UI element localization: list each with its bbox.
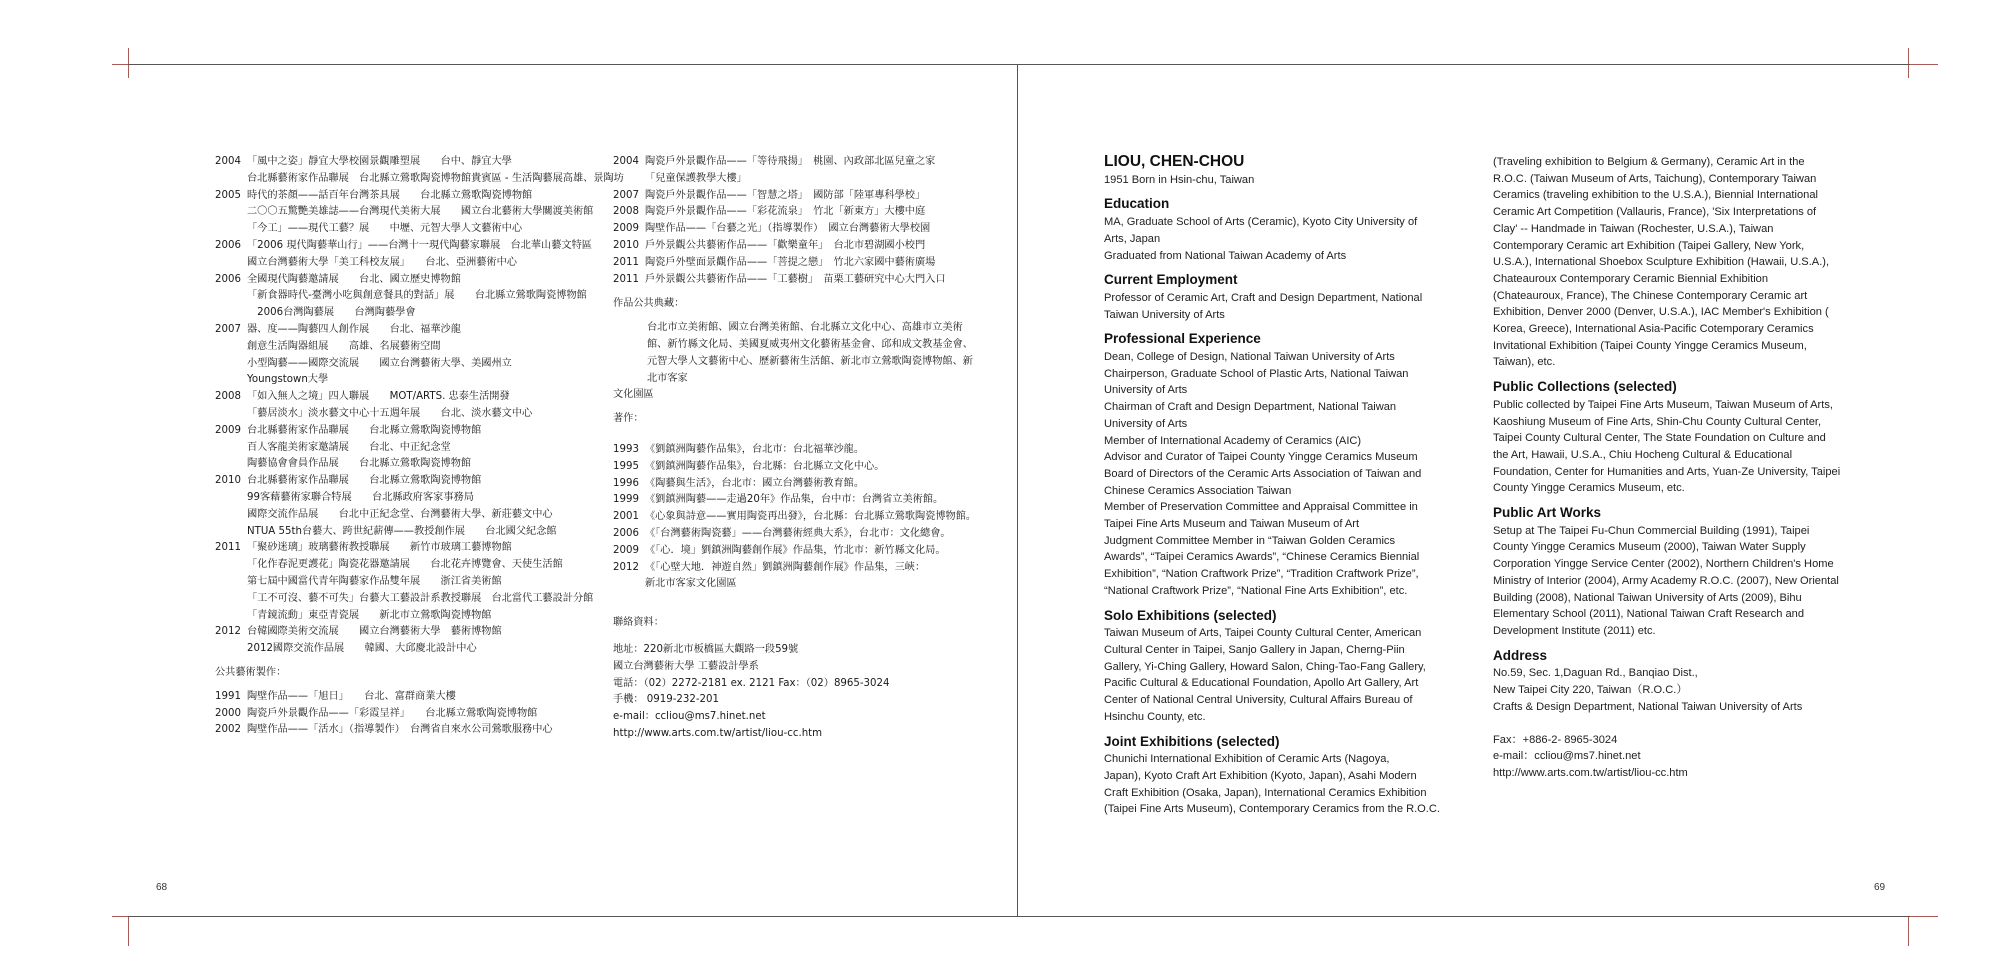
exhibition-row <box>215 238 624 255</box>
public-art-row <box>613 238 983 255</box>
section-line: Gallery, Yi-Ching Gallery, Howard Salon, Ching-Tao-Fang Gallery, <box>1104 660 1426 673</box>
publication-row <box>613 492 983 509</box>
section-line: Member of Preservation Committee and Appraisal Committee in <box>1104 501 1418 514</box>
public-art-year: 1991 <box>215 690 241 702</box>
exhibition-year <box>215 591 247 608</box>
public-art-text: 陶瓷戶外景觀作品——「彩霞呈祥」 台北縣立鶯歌陶瓷博物館 <box>247 707 538 719</box>
joint-exhibitions-line: Ceramic Art Competition (Vallauris, France), 'Six Interpretations of <box>1493 206 1817 219</box>
public-art-heading: 公共藝術製作： <box>215 666 287 678</box>
public-art-row <box>613 171 983 188</box>
exhibition-row <box>215 440 624 457</box>
public-art-year: 2000 <box>215 707 241 719</box>
collections-text: 台北市立美術館、國立台灣美術館、台北縣立文化中心、高雄市立美術館、新竹縣文化局、美國夏威夷州文化藝術基金會、邱和成文教基金會、元智大學人文藝術中心、歷新藝術生活館、新北市立鶯歌陶瓷博物館、新北市客家 <box>647 322 973 384</box>
biography-column-left <box>1104 154 1484 818</box>
joint-exhibitions-line: Exhibition, Denver 2000 (Denver, U.S.A.), IAC Member's Exhibition ( <box>1493 306 1829 319</box>
joint-exhibitions-line: Clay' -- Handmade in Taiwan (Rochester, U.S.A.), Taiwan <box>1493 222 1774 235</box>
section-line: Chairperson, Graduate School of Plastic Arts, National Taiwan <box>1104 367 1409 380</box>
section-line: Foundation, Center for Humanities and Arts, Yuan-Ze University, Taipei <box>1493 465 1841 478</box>
contact-line: 手機： 0919-232-201 <box>613 694 719 706</box>
exhibition-year: 2007 <box>215 323 241 335</box>
section-line: Judgment Committee Member in “Taiwan Golden Ceramics <box>1104 534 1396 547</box>
exhibition-row <box>215 490 624 507</box>
publication-row <box>613 576 983 593</box>
contact-line: Fax：+886-2- 8965-3024 <box>1493 733 1618 746</box>
section-line: Corporation Yingge Service Center (2002), Northern Children's Home <box>1493 558 1834 571</box>
section-line: No.59, Sec. 1,Daguan Rd., Banqiao Dist., <box>1493 667 1698 680</box>
section-line: University of Arts <box>1104 417 1188 430</box>
publication-text: 《「心壁大地．神遊自然」劉鎮洲陶藝創作展》作品集，三峽： <box>645 561 926 573</box>
collections-tail: 文化園區 <box>613 389 654 401</box>
exhibition-text: 百人客龍美術家邀請展 台北、中正紀念堂 <box>247 441 451 453</box>
exhibition-year <box>215 221 247 238</box>
publications-heading: 著作： <box>613 413 644 425</box>
exhibition-text: 「2006 現代陶藝華山行」——台灣十一現代陶藝家聯展 台北華山藝文特區 <box>247 239 592 251</box>
exhibition-text: 器、度——陶藝四人創作展 台北、福華沙龍 <box>247 323 461 335</box>
exhibition-row <box>215 255 624 272</box>
exhibition-row <box>215 288 624 305</box>
publication-row <box>613 459 983 476</box>
artist-name: LIOU, CHEN-CHOU <box>1104 153 1245 170</box>
public-art-text: 戶外景觀公共藝術作品——「工藝樹」 苗栗工藝研究中心大門入口 <box>645 273 946 285</box>
public-art-row <box>215 722 624 739</box>
exhibition-row <box>215 171 624 188</box>
section-line: Center of National Central University, Cultural Affairs Bureau of <box>1104 694 1413 707</box>
contact-line: 地址：220新北市板橋區大觀路一段59號 <box>613 643 799 655</box>
exhibition-row <box>215 591 624 608</box>
section-line: Setup at The Taipei Fu-Chun Commercial Building (1991), Taipei <box>1493 524 1810 537</box>
contact-line: http://www.arts.com.tw/artist/liou-cc.htm <box>1493 766 1688 779</box>
exhibition-row <box>215 372 624 389</box>
exhibition-year <box>215 305 247 322</box>
exhibition-text: NTUA 55th台藝大、跨世紀薪傳——教授創作展 台北國父紀念館 <box>247 525 557 537</box>
exhibition-row <box>215 624 624 641</box>
exhibition-text: 「如入無人之境」四人聯展 MOT/ARTS. 忠泰生活開發 <box>247 391 510 403</box>
publication-text: 《陶藝與生活》，台北市：國立台灣藝術教育館。 <box>645 477 865 489</box>
exhibition-row <box>215 356 624 373</box>
works-publications-column <box>613 154 983 743</box>
exhibition-text: 國立台灣藝術大學「美工科校友展」 台北、亞洲藝術中心 <box>247 256 517 268</box>
exhibition-year: 2010 <box>215 475 241 487</box>
section-line: Chinese Ceramics Association Taiwan <box>1104 484 1292 497</box>
exhibition-text: 「藝居淡水」淡水藝文中心十五週年展 台北、淡水藝文中心 <box>247 407 533 419</box>
publication-text: 《「台灣藝術陶瓷藝」——台灣藝術經典大系》，台北市：文化總會。 <box>645 527 951 539</box>
exhibition-text: 第七屆中國當代青年陶藝家作品雙年展 浙江省美術館 <box>247 575 502 587</box>
exhibition-text: 陶藝協會會員作品展 台北縣立鶯歌陶瓷博物館 <box>247 458 472 470</box>
exhibition-text: 99客藉藝術家聯合特展 台北縣政府客家事務局 <box>247 491 474 503</box>
exhibition-text: 台北縣藝術家作品聯展 台北縣立鶯歌陶瓷博物館貴賓區 - 生活陶藝展高雄、景陶坊 <box>247 172 624 184</box>
publication-row <box>613 560 983 577</box>
exhibition-row <box>215 272 624 289</box>
exhibition-text: 「新食器時代-臺灣小吃與創意餐具的對話」展 台北縣立鶯歌陶瓷博物館 <box>247 290 587 302</box>
crop-mark <box>1908 64 1938 65</box>
exhibition-text: 時代的茶顏——話百年台灣茶具展 台北縣立鶯歌陶瓷博物館 <box>247 189 533 201</box>
section-line: Taiwan Museum of Arts, Taipei County Cultural Center, American <box>1104 627 1422 640</box>
section-line: Exhibition”, “Nation Craftwork Prize”, “Tradition Craftwork Prize”, <box>1104 568 1419 581</box>
crop-mark <box>1908 916 1909 946</box>
exhibition-row <box>215 641 624 658</box>
section-line: Elementary School (2011), National Taiwan Craft Research and <box>1493 608 1804 621</box>
exhibition-text: 小型陶藝——國際交流展 國立台灣藝術大學、美國州立 <box>247 357 512 369</box>
publication-year: 2001 <box>613 511 639 523</box>
section-line: MA, Graduate School of Arts (Ceramic), Kyoto City University of <box>1104 216 1418 229</box>
page-number-left: 68 <box>156 882 168 893</box>
section-line: (Taipei Fine Arts Museum), Contemporary Ceramics from the R.O.C. <box>1104 803 1440 816</box>
exhibition-text: 「今工」——現代工藝？展 中壢、元智大學人文藝術中心 <box>247 223 523 235</box>
exhibition-row <box>215 423 624 440</box>
publication-row <box>613 509 983 526</box>
exhibition-year <box>215 356 247 373</box>
section-heading: Public Collections (selected) <box>1493 379 1677 395</box>
section-line: Arts, Japan <box>1104 232 1161 245</box>
exhibition-year: 2009 <box>215 424 241 436</box>
joint-exhibitions-line: (Traveling exhibition to Belgium & Germany), Ceramic Art in the <box>1493 156 1805 168</box>
section-heading: Public Art Works <box>1493 505 1602 521</box>
exhibition-year <box>215 557 247 574</box>
publication-row <box>613 476 983 493</box>
exhibition-row <box>215 608 624 625</box>
public-art-row <box>613 204 983 221</box>
exhibition-year <box>215 440 247 457</box>
exhibition-year <box>215 339 247 356</box>
section-line: Advisor and Curator of Taipei County Yingge Ceramics Museum <box>1104 451 1418 464</box>
public-art-year: 2008 <box>613 206 639 218</box>
publication-text: 新北市客家文化園區 <box>645 578 737 590</box>
section-line: Kaoshiung Museum of Fine Arts, Shin-Chu County Cultural Center, <box>1493 415 1822 428</box>
section-line: Taipei Fine Arts Museum and Taiwan Museum of Art <box>1104 518 1360 531</box>
section-line: Member of International Academy of Ceramics (AIC) <box>1104 434 1362 447</box>
public-art-year: 2004 <box>613 156 639 167</box>
exhibition-year <box>215 406 247 423</box>
joint-exhibitions-line: Taiwan), etc. <box>1493 356 1556 369</box>
exhibition-row <box>215 540 624 557</box>
exhibition-year <box>215 288 247 305</box>
page-border-top <box>128 64 1910 65</box>
contact-line: http://www.arts.com.tw/artist/liou-cc.htm <box>613 727 823 739</box>
contact-line: e-mail：ccliou@ms7.hinet.net <box>613 711 766 723</box>
section-line: Development Institute (2011) etc. <box>1493 624 1656 637</box>
spacer <box>1493 716 1873 732</box>
exhibition-row <box>215 557 624 574</box>
exhibition-list-column <box>215 154 624 739</box>
exhibition-text: 全國現代陶藝邀請展 台北、國立歷史博物館 <box>247 273 461 285</box>
exhibition-row <box>215 322 624 339</box>
section-line: Craft Exhibition (Osaka, Japan), International Ceramics Exhibition <box>1104 786 1427 799</box>
public-art-row <box>613 221 983 238</box>
exhibition-year: 2011 <box>215 542 241 554</box>
public-art-year: 2011 <box>613 256 639 268</box>
public-art-year: 2007 <box>613 189 639 201</box>
public-art-text: 戶外景觀公共藝術作品——「歡樂童年」 台北市碧湖國小校門 <box>645 239 926 251</box>
public-art-year: 2009 <box>613 223 639 235</box>
section-line: Awards”, “Taipei Ceramics Awards”, “Chinese Ceramics Biennial <box>1104 551 1420 564</box>
contact-heading: 聯絡資料： <box>613 617 664 629</box>
exhibition-row <box>215 507 624 524</box>
exhibition-year <box>215 372 247 389</box>
public-art-text: 陶瓷戶外景觀作品——「等待飛揚」 桃園、內政部北區兒童之家 <box>645 156 936 167</box>
section-line: Pacific Cultural & Educational Foundation, Apollo Art Gallery, Art <box>1104 677 1419 690</box>
crop-mark <box>128 916 129 946</box>
section-line: Professor of Ceramic Art, Craft and Design Department, National <box>1104 291 1423 304</box>
public-art-year <box>613 171 645 188</box>
contact-line: e-mail：ccliou@ms7.hinet.net <box>1493 750 1641 763</box>
section-line: Graduated from National Taiwan Academy of Arts <box>1104 249 1347 262</box>
exhibition-text: 「聚砂迷璃」玻璃藝術教授聯展 新竹市玻璃工藝博物館 <box>247 542 512 554</box>
section-line: Taipei County Cultural Center, The State Foundation on Culture and <box>1493 432 1826 445</box>
exhibition-row <box>215 305 624 322</box>
exhibition-row <box>215 524 624 541</box>
exhibition-row <box>215 204 624 221</box>
section-line: University of Arts <box>1104 384 1188 397</box>
section-line: Hsinchu County, etc. <box>1104 710 1206 723</box>
publication-year: 2006 <box>613 527 639 539</box>
public-art-row <box>613 154 983 171</box>
exhibition-row <box>215 188 624 205</box>
exhibition-row <box>215 574 624 591</box>
book-spine <box>1017 64 1018 916</box>
public-art-text: 陶瓷戶外景觀作品——「彩花流泉」 竹北「新東方」大樓中庭 <box>645 206 926 218</box>
section-heading: Current Employment <box>1104 272 1238 288</box>
public-art-year: 2010 <box>613 239 639 251</box>
exhibition-year <box>215 524 247 541</box>
publication-year: 1993 <box>613 443 639 455</box>
section-line: Ministry of Interior (2004), Army Academy R.O.C. (2007), New Oriental <box>1493 574 1839 587</box>
joint-exhibitions-line: Contemporary Ceramic art Exhibition (Taipei Gallery, New York, <box>1493 239 1805 252</box>
section-line: Chunichi International Exhibition of Ceramic Arts (Nagoya, <box>1104 753 1390 766</box>
exhibition-row <box>215 473 624 490</box>
section-line: the Art, Hawaii, U.S.A., Chiu Hocheng Cultural & Educational <box>1493 448 1793 461</box>
exhibition-text: Youngstown大學 <box>247 374 329 386</box>
exhibition-text: 台韓國際美術交流展 國立台灣藝術大學 藝術博物館 <box>247 626 502 638</box>
exhibition-year <box>215 608 247 625</box>
joint-exhibitions-line: Chateauroux Contemporary Ceramic Biennial Exhibition <box>1493 272 1769 285</box>
section-line: County Yingge Ceramics Museum, etc. <box>1493 482 1685 495</box>
biography-column-right <box>1493 154 1873 782</box>
exhibition-year: 2005 <box>215 189 241 201</box>
public-art-row <box>613 272 983 289</box>
exhibition-year: 2006 <box>215 273 241 285</box>
section-line: Building (2008), National Taiwan University of Arts (2009), Bihu <box>1493 591 1802 604</box>
exhibition-year <box>215 507 247 524</box>
joint-exhibitions-line: Ceramics (traveling exhibition to the U.S.A.), Biennial International <box>1493 189 1818 202</box>
exhibition-row <box>215 221 624 238</box>
exhibition-row <box>215 154 624 171</box>
exhibition-year <box>215 456 247 473</box>
exhibition-year: 2008 <box>215 391 241 403</box>
contact-line: 電話：（02）2272-2181 ex. 2121 Fax：（02）8965-3024 <box>613 677 890 689</box>
publication-row <box>613 526 983 543</box>
exhibition-year: 2012 <box>215 626 241 638</box>
artist-born: 1951 Born in Hsin-chu, Taiwan <box>1104 173 1255 186</box>
contact-line: 國立台灣藝術大學 工藝設計學系 <box>613 660 759 672</box>
page-number-right: 69 <box>1874 882 1886 893</box>
public-art-row <box>613 255 983 272</box>
publication-text: 《「心．境」劉鎮洲陶藝創作展》作品集，竹北市：新竹縣文化局。 <box>645 544 946 556</box>
section-line: County Yingge Ceramics Museum (2000), Taiwan Water Supply <box>1493 541 1806 554</box>
exhibition-text: 「風中之姿」靜宜大學校園景觀雕塑展 台中、靜宜大學 <box>247 156 512 167</box>
section-heading: Professional Experience <box>1104 331 1261 347</box>
exhibition-row <box>215 406 624 423</box>
joint-exhibitions-line: R.O.C. (Taiwan Museum of Arts, Taichung), Contemporary Taiwan <box>1493 172 1817 185</box>
publication-year: 2009 <box>613 544 639 556</box>
section-heading: Solo Exhibitions (selected) <box>1104 607 1277 623</box>
exhibition-text: 「青鏡流動」東亞青瓷展 新北市立鶯歌陶瓷博物館 <box>247 609 492 621</box>
public-art-row <box>215 689 624 706</box>
exhibition-text: 創意生活陶器組展 高雄、名展藝術空間 <box>247 340 441 352</box>
joint-exhibitions-line: U.S.A.), International Shoebox Sculpture Exhibition (Hawaii, U.S.A.), <box>1493 256 1830 269</box>
exhibition-text: 「工不可沒、藝不可失」台藝大工藝設計系教授聯展 台北當代工藝設計分館 <box>247 592 594 604</box>
section-line: Cultural Center in Taipei, Sanjo Gallery in Japan, Cherng-Piin <box>1104 643 1405 656</box>
section-heading: Address <box>1493 647 1548 663</box>
public-art-text: 陶壁作品——「旭日」 台北、富群商業大樓 <box>247 690 456 702</box>
section-line: “National Craftwork Prize”, “National Fine Arts Exhibition”, etc. <box>1104 584 1408 597</box>
public-art-text: 「兒童保護教學大樓」 <box>645 172 747 184</box>
joint-exhibitions-line: Invitational Exhibition (Taipei County Yingge Ceramics Museum, <box>1493 339 1807 352</box>
exhibition-year: 2004 <box>215 156 241 167</box>
public-art-text: 陶瓷戶外景觀作品——「智慧之塔」 國防部「陸軍專科學校」 <box>645 189 926 201</box>
exhibition-row <box>215 456 624 473</box>
section-line: Japan), Kyoto Craft Art Exhibition (Kyoto, Japan), Asahi Modern <box>1104 769 1417 782</box>
publication-text: 《劉鎮洲陶藝——走過20年》作品集，台中市：台灣省立美術館。 <box>645 494 944 506</box>
exhibition-row <box>215 389 624 406</box>
exhibition-text: 2006台灣陶藝展 台灣陶藝學會 <box>247 307 416 319</box>
crop-mark <box>1908 916 1938 917</box>
section-line: Chairman of Craft and Design Department, National Taiwan <box>1104 401 1397 414</box>
exhibition-text: 二〇〇五驚艷美雄誌——台灣現代美術大展 國立台北藝術大學關渡美術館 <box>247 206 594 218</box>
exhibition-year <box>215 490 247 507</box>
publication-year: 1999 <box>613 494 639 506</box>
collections-heading: 作品公共典藏： <box>613 298 685 310</box>
page-border-bottom <box>128 916 1910 917</box>
crop-mark <box>128 48 129 78</box>
public-art-text: 陶壁作品——「活水」（指導製作） 台灣省自來水公司鶯歌服務中心 <box>247 724 553 736</box>
section-line: Board of Directors of the Ceramic Arts Association of Taiwan and <box>1104 467 1422 480</box>
section-heading: Joint Exhibitions (selected) <box>1104 733 1280 749</box>
public-art-year: 2011 <box>613 273 639 285</box>
public-art-row <box>215 706 624 723</box>
joint-exhibitions-line: Korea, Greece), International Asia-Pacific Cotemporary Ceramics <box>1493 323 1814 336</box>
exhibition-year <box>215 574 247 591</box>
exhibition-text: 台北縣藝術家作品聯展 台北縣立鶯歌陶瓷博物館 <box>247 475 482 487</box>
publication-text: 《劉鎮洲陶藝作品集》，台北縣：台北縣立文化中心。 <box>645 460 885 472</box>
crop-mark <box>1908 48 1909 78</box>
exhibition-row <box>215 339 624 356</box>
exhibition-text: 「化作春泥更護花」陶瓷花器邀請展 台北花卉博覽會、天使生活館 <box>247 559 563 571</box>
section-line: Dean, College of Design, National Taiwan University of Arts <box>1104 351 1395 364</box>
section-heading: Education <box>1104 196 1170 212</box>
public-art-text: 陶瓷戶外壁面景觀作品——「菩提之戀」 竹北六家國中藝術廣場 <box>645 256 936 268</box>
exhibition-year <box>215 204 247 221</box>
publication-year <box>613 576 645 593</box>
exhibition-text: 台北縣藝術家作品聯展 台北縣立鶯歌陶瓷博物館 <box>247 424 482 436</box>
public-art-text: 陶壁作品——「台藝之光」（指導製作） 國立台灣藝術大學校園 <box>645 223 931 235</box>
joint-exhibitions-line: (Chateauroux, France), The Chinese Contemporary Ceramic art <box>1493 289 1808 302</box>
publication-text: 《心象與詩意——實用陶瓷再出發》，台北縣：台北縣立鶯歌陶瓷博物館。 <box>645 511 977 523</box>
exhibition-year <box>215 255 247 272</box>
section-line: Taiwan University of Arts <box>1104 308 1225 321</box>
section-line: New Taipei City 220, Taiwan（R.O.C.） <box>1493 684 1688 697</box>
publication-row <box>613 442 983 459</box>
exhibition-year <box>215 171 247 188</box>
publication-row <box>613 543 983 560</box>
publication-year: 2012 <box>613 561 639 573</box>
exhibition-text: 國際交流作品展 台北中正紀念堂、台灣藝術大學、新莊藝文中心 <box>247 508 553 520</box>
exhibition-year: 2006 <box>215 239 241 251</box>
section-line: Crafts & Design Department, National Taiwan University of Arts <box>1493 700 1803 713</box>
publication-year: 1996 <box>613 477 639 489</box>
public-art-row <box>613 188 983 205</box>
exhibition-text: 2012國際交流作品展 韓國、大邱慶北設計中心 <box>247 643 477 655</box>
publication-text: 《劉鎮洲陶藝作品集》，台北市：台北福華沙龍。 <box>645 443 865 455</box>
exhibition-year <box>215 641 247 658</box>
section-line: Public collected by Taipei Fine Arts Museum, Taiwan Museum of Arts, <box>1493 398 1833 411</box>
publication-year: 1995 <box>613 460 639 472</box>
public-art-year: 2002 <box>215 724 241 736</box>
